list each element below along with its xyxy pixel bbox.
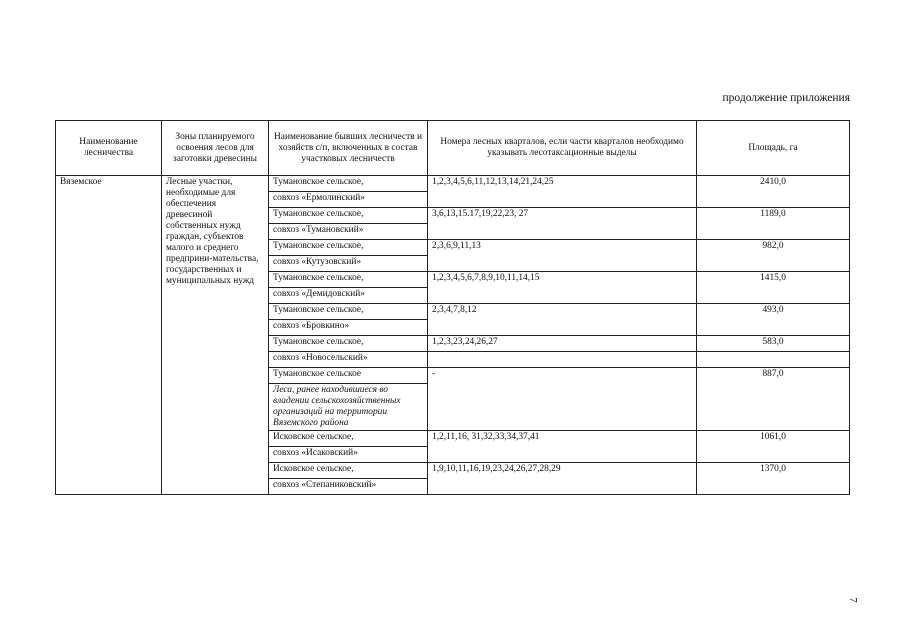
header-row — [56, 121, 850, 176]
header-former-forestries: Наименование бывших лесничеств и хозяйств с/п, включенных в состав участковых лесничеств — [269, 121, 428, 176]
area-cell: 1415,0 — [697, 272, 850, 304]
quarters-cell: 1,2,3,4,5,6,11,12,13,14,21,24,25 — [428, 176, 697, 208]
page-number: 7 — [846, 597, 859, 603]
settlement-cell: Тумановское сельское, — [269, 208, 428, 224]
header-forestry: Наименование лесничества — [56, 121, 162, 176]
quarters-cell: 3,6,13,15.17,19,22,23, 27 — [428, 208, 697, 240]
continuation-label: продолжение приложения — [722, 92, 850, 104]
empty-cell — [697, 352, 850, 368]
quarters-cell: - — [428, 368, 697, 431]
header-quarter-numbers: Номера лесных кварталов, если части кварталов необходимо указывать лесотаксационные выделы — [428, 121, 697, 176]
header-zones: Зоны планируемого освоения лесов для заготовки древесины — [162, 121, 269, 176]
farm-cell: совхоз «Бровкино» — [269, 320, 428, 336]
area-cell: 2410,0 — [697, 176, 850, 208]
farm-cell: совхоз «Степаниковский» — [269, 479, 428, 495]
settlement-cell: Тумановское сельское, — [269, 240, 428, 256]
farm-cell: совхоз «Демидовский» — [269, 288, 428, 304]
settlement-cell: Исковское сельское, — [269, 431, 428, 447]
forestry-table — [55, 120, 850, 495]
quarters-cell: 1,2,11,16, 31,32,33,34,37,41 — [428, 431, 697, 463]
settlement-cell: Тумановское сельское, — [269, 272, 428, 288]
header-area: Площадь, га — [697, 121, 850, 176]
quarters-cell: 1,2,3,23,24,26,27 — [428, 336, 697, 352]
area-cell: 1189,0 — [697, 208, 850, 240]
empty-cell — [428, 352, 697, 368]
farm-cell: совхоз «Новосельский» — [269, 352, 428, 368]
quarters-cell: 2,3,4,7,8,12 — [428, 304, 697, 336]
area-cell: 887,0 — [697, 368, 850, 431]
forestry-name: Вяземское — [56, 176, 162, 495]
quarters-cell: 1,2,3,4,5,6,7,8,9,10,11,14,15 — [428, 272, 697, 304]
quarters-cell: 2,3,6,9,11,13 — [428, 240, 697, 272]
area-cell: 982,0 — [697, 240, 850, 272]
area-cell: 1370,0 — [697, 463, 850, 495]
settlement-cell: Тумановское сельское, — [269, 176, 428, 192]
quarters-cell: 1,9,10,11,16,19,23,24,26,27,28,29 — [428, 463, 697, 495]
zone-description: Лесные участки, необходимые для обеспечения древесиной собственных нужд граждан, субъектов малого и среднего предприни-мательства, государственных и муниципальных нужд — [162, 176, 269, 495]
settlement-cell: Тумановское сельское — [269, 368, 428, 384]
area-cell: 1061,0 — [697, 431, 850, 463]
farm-cell: совхоз «Тумановский» — [269, 224, 428, 240]
table-row — [56, 176, 850, 192]
area-cell: 493,0 — [697, 304, 850, 336]
farm-cell: совхоз «Ермолинский» — [269, 192, 428, 208]
settlement-cell: Тумановское сельское, — [269, 336, 428, 352]
settlement-cell: Тумановское сельское, — [269, 304, 428, 320]
area-cell: 583,0 — [697, 336, 850, 352]
settlement-cell: Исковское сельское, — [269, 463, 428, 479]
farm-cell: совхоз «Кутузовский» — [269, 256, 428, 272]
note-cell: Леса, ранее находившиеся во владении сельскохозяйственных организаций на территории Вяземского района — [269, 384, 428, 431]
farm-cell: совхоз «Исаковский» — [269, 447, 428, 463]
